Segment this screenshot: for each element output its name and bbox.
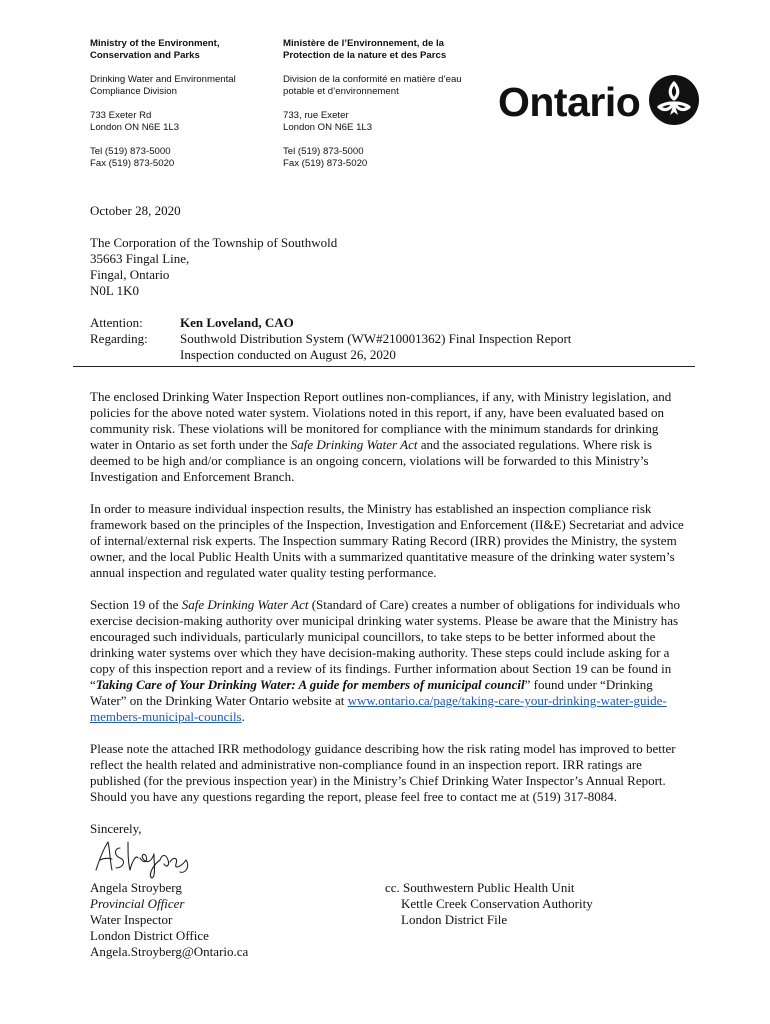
- trillium-icon: [648, 74, 700, 131]
- paragraph-1-text: The enclosed Drinking Water Inspection Report outlines non-compliances, if any, with Ministry legislation, and policies for the above noted water system. Violations noted in this report, if any, have been evaluated based on community risk. These violations will be monitored for compliance with the minimum standards for drinking water in Ontario as set forth under the: [90, 389, 672, 452]
- attention-value: Ken Loveland, CAO: [180, 315, 294, 330]
- regarding-line-1: Southwold Distribution System (WW#210001362) Final Inspection Report: [180, 331, 572, 346]
- paragraph-1-text-end: and the associated regulations. Where risk is deemed to be high and/or compliance is an ongoing concern, violations will be forwarded to this Ministry’s Investigation and Enforcement Branch.: [90, 437, 652, 484]
- cc-list: [385, 880, 593, 928]
- ontario-logo: [498, 74, 700, 131]
- ontario-wordmark: Ontario: [498, 79, 641, 125]
- paragraph-2: In order to measure individual inspection results, the Ministry has established an inspection compliance risk framework based on the principles of the Inspection, Investigation and Enforcement (II&E) Secretariat and advice of internal/external risk experts. The Inspection summary Rating Record (IRR) provides the Ministry, the system owner, and the local Public Health Units with a summarized quantitative measure of the drinking water system’s annual inspection and regulated water quality testing performance.: [90, 501, 684, 580]
- act-title: Safe Drinking Water Act: [290, 437, 418, 452]
- paragraph-1: [90, 389, 690, 485]
- address-fr-1: 733, rue Exeter: [283, 110, 349, 121]
- division-fr-1: Division de la conformité en matière d’eau: [283, 74, 462, 85]
- regarding-row: [90, 331, 571, 363]
- ministry-name-en-1: Ministry of the Environment,: [90, 38, 220, 49]
- tel-en: Tel (519) 873-5000: [90, 146, 171, 157]
- regarding-line-2: Inspection conducted on August 26, 2020: [180, 347, 396, 362]
- guide-link[interactable]: www.ontario.ca/page/taking-care-your-drinking-water-guide-members-municipal-councils: [90, 693, 667, 724]
- recipient-line: 35663 Fingal Line,: [90, 251, 190, 266]
- attention-label: Attention:: [90, 315, 143, 330]
- paragraph-3-text-mid2: ” found under “Drinking Water” on the Drinking Water Ontario website at: [90, 677, 653, 708]
- divider-rule: [73, 366, 695, 367]
- address-en-1: 733 Exeter Rd: [90, 110, 152, 121]
- cc-line: cc. Southwestern Public Health Unit: [385, 880, 575, 895]
- paragraph-3-text-mid: (Standard of Care) creates a number of obligations for individuals who exercise decision-making authority over municipal drinking water systems. Please be aware that the Ministry has encouraged such individuals, particularly municipal councillors, to take steps to be better informed about the drinking water systems over which they have decision-making authority. These steps could include asking for a copy of this inspection report and a review of its findings. Further information about Section 19 can be found in “: [90, 597, 680, 692]
- division-en-1: Drinking Water and Environmental: [90, 74, 236, 85]
- signer-name: Angela Stroyberg: [90, 880, 182, 895]
- act-title: Safe Drinking Water Act: [181, 597, 309, 612]
- closing: Sincerely,: [90, 821, 142, 836]
- recipient-line: N0L 1K0: [90, 283, 139, 298]
- paragraph-4: Please note the attached IRR methodology guidance describing how the risk rating model has improved to better reflect the health related and administrative non-compliance found in an inspection report. IRR ratings are published (for the previous inspection year) in the Ministry’s Chief Drinking Water Inspector’s Annual Report. Should you have any questions regarding the report, please feel free to contact me at (519) 317-8084.: [90, 741, 676, 804]
- signer-role: Water Inspector: [90, 912, 173, 927]
- letterhead-english: [90, 38, 236, 182]
- paragraph-3-text: Section 19 of the: [90, 597, 182, 612]
- handwritten-signature: [90, 836, 200, 885]
- recipient-address: [90, 235, 337, 299]
- letter-meta: [90, 315, 571, 363]
- ministry-name-fr-1: Ministère de l’Environnement, de la: [283, 38, 444, 49]
- attention-row: [90, 315, 571, 331]
- signature-block: [90, 880, 248, 960]
- address-en-2: London ON N6E 1L3: [90, 122, 180, 133]
- signer-office: London District Office: [90, 928, 209, 943]
- tel-fr: Tel (519) 873-5000: [283, 146, 364, 157]
- recipient-line: The Corporation of the Township of Southwold: [90, 235, 338, 250]
- letterhead-french: [283, 38, 462, 182]
- address-fr-2: London ON N6E 1L3: [283, 122, 373, 133]
- letter-body: [90, 389, 690, 821]
- signer-email: Angela.Stroyberg@Ontario.ca: [90, 944, 249, 959]
- recipient-line: Fingal, Ontario: [90, 267, 170, 282]
- fax-fr: Fax (519) 873-5020: [283, 158, 368, 169]
- cc-line: Kettle Creek Conservation Authority: [401, 896, 593, 911]
- regarding-label: Regarding:: [90, 331, 148, 346]
- guide-title: Taking Care of Your Drinking Water: A guide for members of municipal council: [95, 677, 525, 692]
- division-fr-2: potable et d’environnement: [283, 86, 399, 97]
- paragraph-3-text-end: .: [241, 709, 245, 724]
- paragraph-3: [90, 597, 690, 725]
- signer-title: Provincial Officer: [90, 896, 185, 911]
- letter-date: October 28, 2020: [90, 203, 181, 218]
- fax-en: Fax (519) 873-5020: [90, 158, 175, 169]
- ministry-name-fr-2: Protection de la nature et des Parcs: [283, 50, 447, 61]
- ministry-name-en-2: Conservation and Parks: [90, 50, 200, 61]
- division-en-2: Compliance Division: [90, 86, 177, 97]
- cc-line: London District File: [401, 912, 508, 927]
